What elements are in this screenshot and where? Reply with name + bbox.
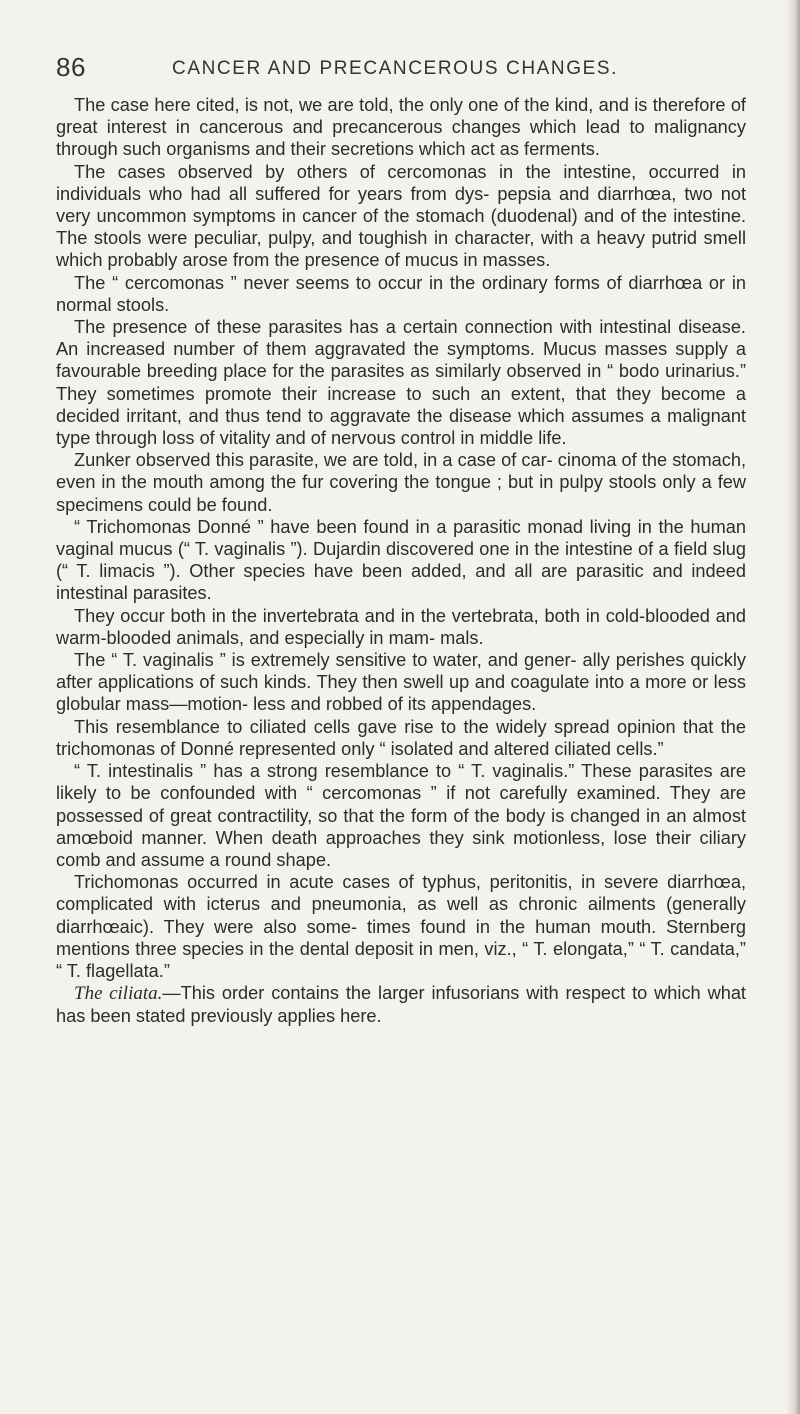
section-heading-ciliata: The ciliata. bbox=[74, 983, 163, 1005]
paragraph-3: The “ cercomonas ” never seems to occur in the ordinary forms of diarrhœa or in normal stools. bbox=[56, 272, 746, 315]
body-text bbox=[56, 94, 746, 1028]
paragraph-11: Trichomonas occurred in acute cases of typhus, peritonitis, in severe diarrhœa, complicated with icterus and pneumonia, as well as chronic ailments (generally diarrhœaic). They were also some- times found in the human mouth. Sternberg mentions three species in the dental deposit in men, viz., “ T. elongata,” “ T. candata,” “ T. flagellata.” bbox=[56, 872, 746, 981]
running-title: CANCER AND PRECANCEROUS CHANGES. bbox=[172, 58, 619, 79]
paragraph-8: The “ T. vaginalis ” is extremely sensitive to water, and gener- ally perishes quickly after applications of such kinds. They then swell up and coagulate into a more or less globular mass—motion- less and robbed of its appendages. bbox=[56, 650, 746, 715]
page-header bbox=[56, 50, 746, 86]
ciliata-text: —This order contains the larger infusorians with respect to which what has been stated previously applies here. bbox=[56, 983, 746, 1027]
paragraph-1: The case here cited, is not, we are told, the only one of the kind, and is therefore of great interest in cancerous and precancerous changes which lead to malignancy through such organisms and their secretions which act as ferments. bbox=[56, 95, 746, 160]
paragraph-6: “ Trichomonas Donné ” have been found in a parasitic monad living in the human vaginal mucus (“ T. vaginalis ”). Dujardin discovered one in the intestine of a field slug (“ T. limacis ”). Other species have been added, and all are parasitic and indeed intestinal parasites. bbox=[56, 516, 746, 604]
paragraph-10: “ T. intestinalis ” has a strong resemblance to “ T. vaginalis.” These parasites are likely to be confounded with “ cercomonas ” if not carefully examined. They are possessed of great contractility, so that the form of the body is changed in an almost amœboid manner. When death approaches they sink motionless, lose their ciliary comb and assume a round shape. bbox=[56, 761, 746, 870]
paragraph-7: They occur both in the invertebrata and in the vertebrata, both in cold-blooded and warm-blooded animals, and especially in mam- mals. bbox=[56, 605, 746, 648]
paragraph-4: The presence of these parasites has a certain connection with intestinal disease. An increased number of them aggravated the symptoms. Mucus masses supply a favourable breeding place for the parasites as similarly observed in “ bodo urinarius.” They sometimes promote their increase to such an extent, that they become a decided irritant, and thus tend to aggravate the disease which assumes a malignant type through loss of vitality and of nervous control in middle life. bbox=[56, 317, 746, 449]
paragraph-5: Zunker observed this parasite, we are told, in a case of car- cinoma of the stomach, even in the mouth among the fur covering the tongue ; but in pulpy stools only a few specimens could be found. bbox=[56, 450, 746, 515]
paragraph-2: The cases observed by others of cercomonas in the intestine, occurred in individuals who had all suffered for years from dys- pepsia and diarrhœa, two not very uncommon symptoms in cancer of the stomach (duodenal) and of the intestine. The stools were peculiar, pulpy, and toughish in character, with a heavy putrid smell which probably arose from the presence of mucus in masses. bbox=[56, 161, 746, 271]
page-number: 86 bbox=[56, 52, 86, 82]
paragraph-9: This resemblance to ciliated cells gave rise to the widely spread opinion that the trichomonas of Donné represented only “ isolated and altered ciliated cells.” bbox=[56, 716, 746, 759]
paragraph-12 bbox=[56, 982, 746, 1027]
page-edge-shadow bbox=[786, 0, 800, 1414]
